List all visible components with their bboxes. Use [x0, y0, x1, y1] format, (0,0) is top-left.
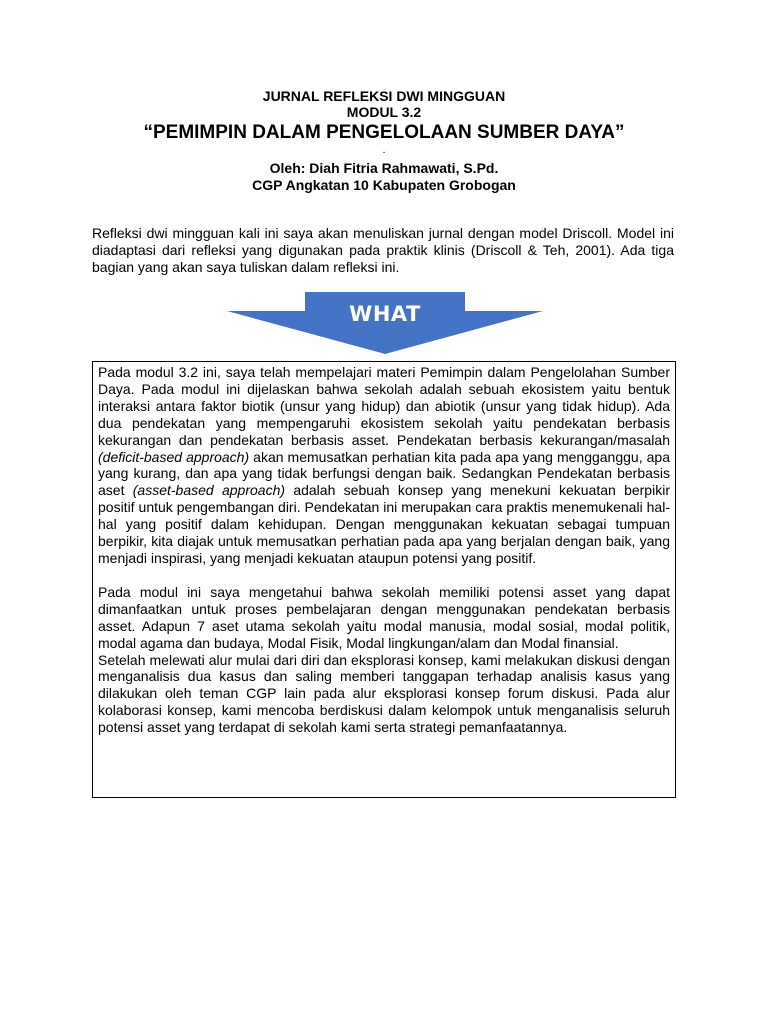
author-line: Oleh: Diah Fitria Rahmawati, S.Pd. — [269, 160, 499, 176]
cohort-line: CGP Angkatan 10 Kabupaten Grobogan — [252, 177, 516, 193]
p1-text-a: Pada modul 3.2 ini, saya telah mempelajari materi Pemimpin dalam Pengelolahan Sumber Daya. Pada modul ini dijelaskan bahwa sekolah adalah sebuah ekosistem yaitu bentuk interaksi antara faktor biotik (unsur yang hidup) dan abiotik (unsur yang tidak hidup). Ada dua pendekatan yang mempengaruhi ekosistem sekolah yaitu pendekatan berbasis kekurangan dan pendekatan berbasis asset. Pendekatan berbasis kekurangan/masalah — [98, 364, 670, 448]
module-label: MODUL 3.2 — [346, 104, 422, 120]
intro-paragraph: Refleksi dwi mingguan kali ini saya akan menuliskan jurnal dengan model Driscoll. Model ini diadaptasi dari refleksi yang digunakan pada praktik klinis (Driscoll & Teh, 2001). Ada tiga bagian yang akan saya tuliskan dalam refleksi ini. — [92, 225, 674, 275]
deficit-based-term: (deficit-based approach) — [98, 448, 250, 465]
p1-text-b: akan memusatkan perhatian kita pada apa yang mengganggu, apa yang kurang, dan apa yang tidak berfungsi dengan baik. Sedangkan Pendekatan berbasis aset — [98, 448, 670, 499]
p1-text-c: adalah sebuah konsep yang menekuni kekuatan berpikir positif untuk pengembangan diri. Pendekatan ini merupakan cara praktis menemukenali hal-hal yang positif dalam kehidupan. Dengan menggunakan kekuatan sebagai tumpuan berpikir, kita diajak untuk memusatkan perhatian pada apa yang berjalan dengan baik, yang menjadi inspirasi, yang menjadi kekuatan ataupun potensi yang positif. — [98, 482, 670, 566]
reflection-paragraph-3: Setelah melewati alur mulai dari diri dan eksplorasi konsep, kami melakukan diskusi dengan menganalisis dua kasus dan saling memberi tanggapan terhadap analisis kasus yang dilakukan oleh teman CGP lain pada alur eksplorasi konsep forum diskusi. Pada alur kolaborasi konsep, kami mencoba berdiskusi dalam kelompok untuk menganalisis seluruh potensi asset yang terdapat di sekolah kami serta strategi pemanfaatannya. — [98, 651, 670, 736]
asset-based-term: (asset-based approach) — [132, 482, 286, 499]
reflection-box — [92, 361, 676, 798]
main-title: “PEMIMPIN DALAM PENGELOLAAN SUMBER DAYA” — [143, 122, 625, 143]
title-dot: . — [382, 144, 386, 156]
reflection-paragraph-2: Pada modul ini saya mengetahui bahwa sekolah memiliki potensi asset yang dapat dimanfaatkan untuk proses pembelajaran dengan menggunakan pendekatan berbasis asset. Adapun 7 aset utama sekolah yaitu modal manusia, modal sosial, modal politik, modal agama dan budaya, Modal Fisik, Modal lingkungan/alam dan Modal finansial. — [98, 583, 670, 651]
journal-title: JURNAL REFLEKSI DWI MINGGUAN — [262, 88, 506, 104]
reflection-paragraph-1 — [98, 364, 670, 567]
what-arrow — [227, 292, 543, 354]
what-label: WHAT — [349, 302, 421, 326]
